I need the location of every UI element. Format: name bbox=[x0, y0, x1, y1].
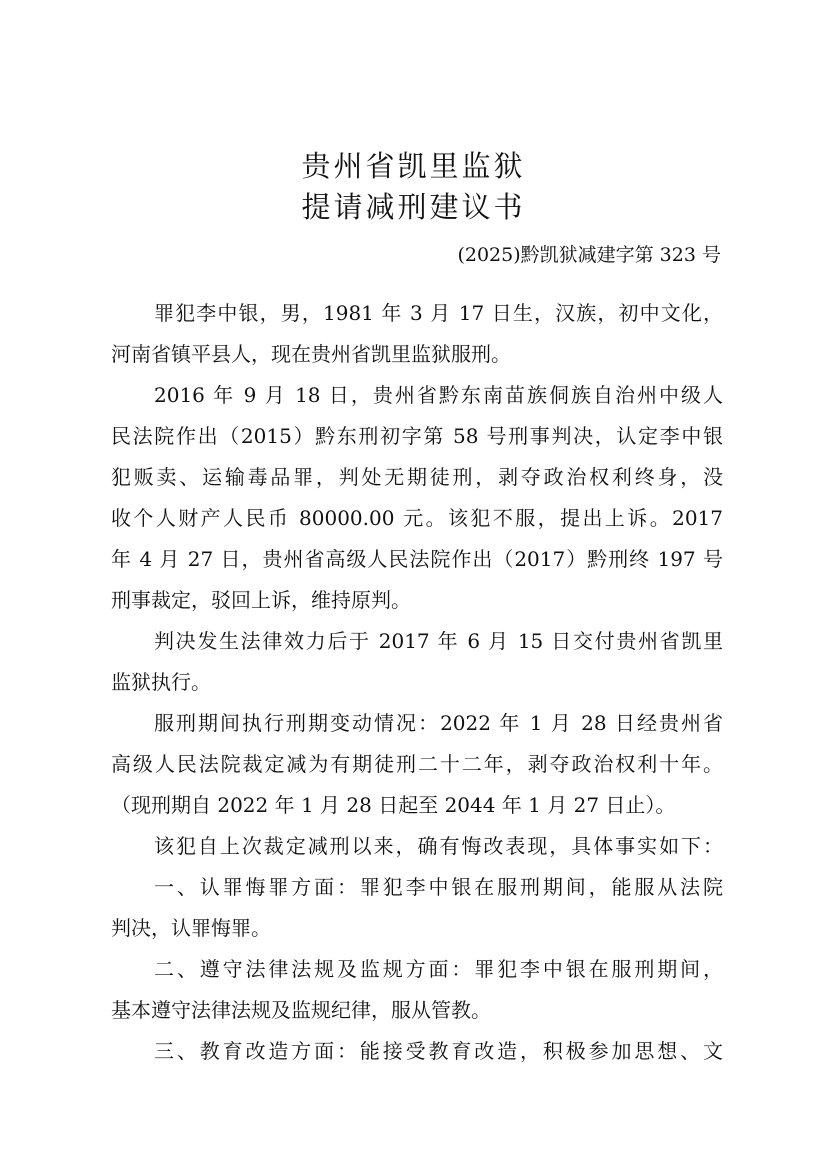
body-line: 罪犯李中银，男，1981 年 3 月 17 日生，汉族，初中文化， bbox=[154, 301, 723, 325]
body-line: 刑事裁定，驳回上诉，维持原判。 bbox=[111, 588, 411, 612]
document-number: (2025)黔凯狱减建字第 323 号 bbox=[457, 244, 721, 266]
body-line: 服刑期间执行刑期变动情况：2022 年 1 月 28 日经贵州省 bbox=[154, 711, 723, 735]
body-line: 判决发生法律效力后于 2017 年 6 月 15 日交付贵州省凯里 bbox=[154, 629, 723, 653]
body-line: 2016 年 9 月 18 日，贵州省黔东南苗族侗族自治州中级人 bbox=[154, 383, 723, 407]
body-line: 犯贩卖、运输毒品罪，判处无期徒刑，剥夺政治权利终身，没 bbox=[111, 465, 723, 489]
body-line: 三、教育改造方面：能接受教育改造，积极参加思想、文 bbox=[154, 1039, 723, 1063]
body-line: 民法院作出（2015）黔东刑初字第 58 号刑事判决，认定李中银 bbox=[111, 424, 723, 448]
body-line: 判决，认罪悔罪。 bbox=[111, 916, 271, 940]
body-line: 监狱执行。 bbox=[111, 670, 211, 694]
body-line: 河南省镇平县人，现在贵州省凯里监狱服刑。 bbox=[111, 342, 511, 366]
body-line: 基本遵守法律法规及监规纪律，服从管教。 bbox=[111, 998, 491, 1022]
body-line: 一、认罪悔罪方面：罪犯李中银在服刑期间，能服从法院 bbox=[154, 875, 723, 899]
body-line: 收个人财产人民币 80000.00 元。该犯不服，提出上诉。2017 bbox=[111, 506, 723, 530]
body-line: 年 4 月 27 日，贵州省高级人民法院作出（2017）黔刑终 197 号 bbox=[111, 547, 723, 571]
body-line: 高级人民法院裁定减为有期徒刑二十二年，剥夺政治权利十年。 bbox=[111, 752, 723, 776]
body-line: 该犯自上次裁定减刑以来，确有悔改表现，具体事实如下： bbox=[154, 834, 723, 858]
body-line: 二、遵守法律法规及监规方面：罪犯李中银在服刑期间， bbox=[154, 957, 723, 981]
body-line: （现刑期自 2022 年 1 月 28 日起至 2044 年 1 月 27 日止）。 bbox=[111, 793, 676, 817]
document-title-line2: 提请减刑建议书 bbox=[301, 190, 526, 224]
document-title-line1: 贵州省凯里监狱 bbox=[301, 149, 526, 183]
